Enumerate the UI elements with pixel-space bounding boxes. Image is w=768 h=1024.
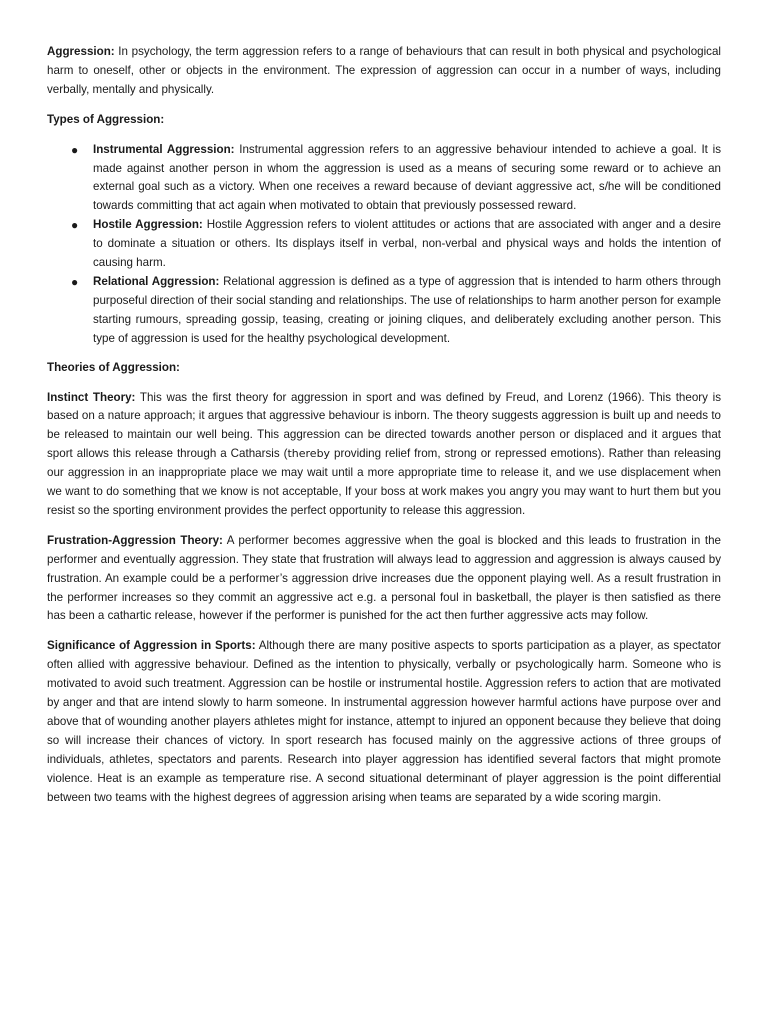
significance-label: Significance of Aggression in Sports: xyxy=(47,639,256,653)
instinct-text-thereby: thereby xyxy=(287,447,331,461)
intro-text: In psychology, the term aggression refers to a range of behaviours that can result in both physical and psychological harm to oneself, other or objects in the environment. The expression of aggression can occur in a number of ways, including verbally, mentally and physically. xyxy=(47,45,721,96)
instinct-text-before: This was the first theory for aggression in sport and was defined by Freud, and Lorenz (1966). This theory is based on a nature approach; it argues that aggressive behaviour is inborn. The theory suggests aggression is built up and needs to be released to maintain our well being. This aggression can be directed towards another person or displaced and it argues that sport allows this release through a Catharsis ( xyxy=(47,390,721,461)
instinct-label: Instinct Theory: xyxy=(47,390,136,404)
type-label: Relational Aggression: xyxy=(93,274,220,288)
type-text: Instrumental aggression refers to an aggressive behaviour intended to achieve a goal. It is made against another person in whom the aggression is used as a means of securing some reward or to achieve an external goal such as a victory. When one receives a reward because of deviant aggressive act, s/he will be conditioned towards committing that act again when motivated to obtain that previously possessed reward. xyxy=(93,142,721,213)
bullet-icon: ● xyxy=(71,274,79,289)
list-item xyxy=(47,141,721,217)
frustration-label: Frustration-Aggression Theory: xyxy=(47,533,223,547)
bullet-icon: ● xyxy=(71,142,79,157)
types-list xyxy=(47,141,721,349)
instinct-paragraph xyxy=(47,389,721,521)
frustration-text: A performer becomes aggressive when the goal is blocked and this leads to frustration in the performer and eventually aggression. They state that frustration will always lead to aggression and aggression is always caused by frustration. An example could be a performer’s aggression drive increases due the opponent playing well. As a result frustration in the performer increases so they commit an aggressive act e.g. a personal foul in basketball, the player is then satisfied as there has been a cathartic release, however if the performer is punished for the act then further aggressive acts may follow. xyxy=(47,533,721,623)
instinct-text-after: providing relief from, strong or repressed emotions). Rather than releasing our aggression in an inappropriate place we may wait until a more appropriate time to release it, and we use displacement when we want to do something that we know is not acceptable, If your boss at work makes you angry you may want to hurt them but you resist so the sporting environment provides the perfect opportunity to release this aggression. xyxy=(47,447,721,517)
type-text: Hostile Aggression refers to violent attitudes or actions that are associated with anger and a desire to dominate a situation or others. Its displays itself in verbal, non-verbal and physical ways and holds the intention of causing harm. xyxy=(93,218,721,270)
intro-label: Aggression: xyxy=(47,45,115,58)
theories-heading: Theories of Aggression: xyxy=(47,360,180,374)
type-label: Instrumental Aggression: xyxy=(93,142,235,156)
list-item xyxy=(47,273,721,349)
list-item xyxy=(47,216,721,273)
type-label: Hostile Aggression: xyxy=(93,218,203,232)
significance-paragraph xyxy=(47,637,721,807)
significance-text: Although there are many positive aspects to sports participation as a player, as spectator often allied with aggressive behaviour. Defined as the intention to physically, verbally or psychologically harm. Someone who is motivated to avoid such treatment. Aggression can be hostile or instrumental hostile. Aggression refers to action that are motivated by anger and that are intend slowly to harm someone. In instrumental aggression however harmful actions have purpose over and above that of wounding another players athletes might for instance, attempt to injured an opponent because they believe that doing so will increase their chances of victory. In sport research has focused mainly on the aggressive actions of three groups of individuals, athletes, spectators and parents. Research into player aggression has identified several factors that might promote violence. Heat is an example as temperature rise. A second situational determinant of player aggression is the point differential between two teams with the highest degrees of aggression arising when teams are separated by a wide scoring margin. xyxy=(47,639,721,804)
frustration-paragraph xyxy=(47,532,721,627)
intro-paragraph xyxy=(47,43,721,100)
types-heading: Types of Aggression: xyxy=(47,112,165,126)
document-page xyxy=(47,43,721,819)
type-text: Relational aggression is defined as a type of aggression that is intended to harm others through purposeful direction of their social standing and relationships. The use of relationships to harm another person for example starting rumours, spreading gossip, teasing, creating or joining cliques, and deliberately excluding another person. This type of aggression is used for the healthy psychological development. xyxy=(93,274,721,345)
bullet-icon: ● xyxy=(71,218,79,233)
